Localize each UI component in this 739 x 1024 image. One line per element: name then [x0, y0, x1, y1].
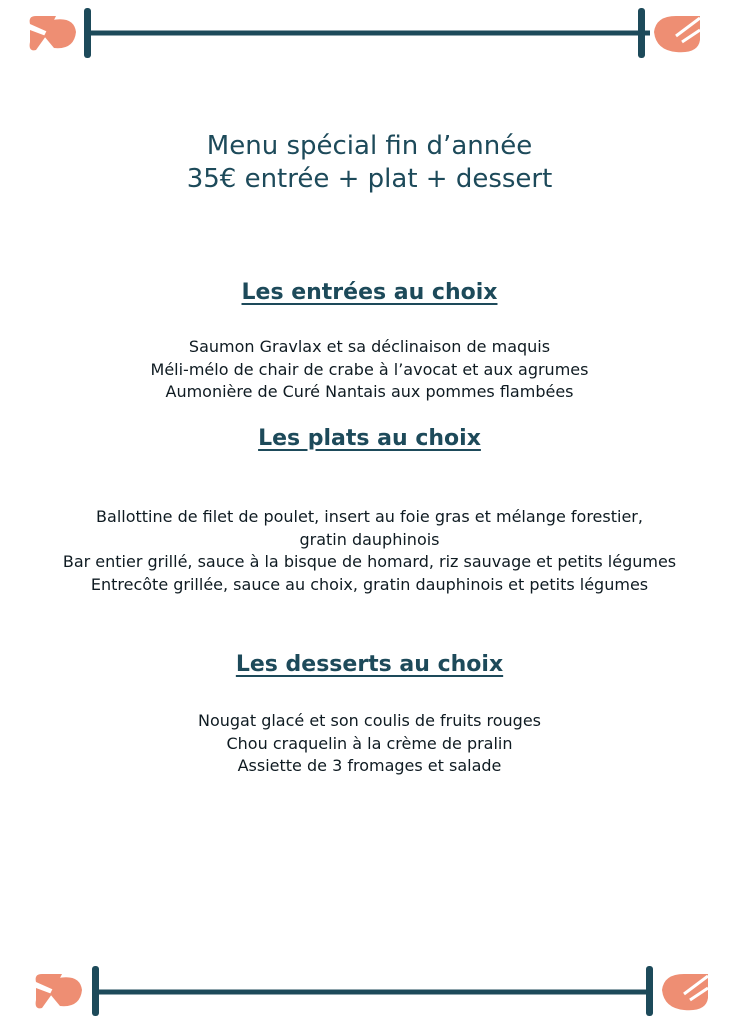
- menu-item: Aumonière de Curé Nantais aux pommes flambées: [165, 382, 574, 401]
- menu-item: Assiette de 3 fromages et salade: [237, 756, 502, 775]
- menu-item: Bar entier grillé, sauce à la bisque de homard, riz sauvage et petits légumes: [62, 552, 677, 571]
- desserts-list: [0, 710, 739, 778]
- flower-ornament-left: [36, 966, 99, 1016]
- menu-title: [0, 130, 739, 196]
- section-heading-desserts: Les desserts au choix: [235, 652, 504, 677]
- menu-price-line: 35€ entrée + plat + dessert: [186, 164, 553, 194]
- menu-title-line1: Menu spécial fin d’année: [206, 131, 533, 161]
- flower-ornament-left: [30, 8, 91, 58]
- flower-ornament-right: [646, 966, 708, 1016]
- menu-item: Méli-mélo de chair de crabe à l’avocat et aux agrumes: [150, 359, 589, 379]
- plats-list: [0, 506, 739, 596]
- entrees-list: [0, 336, 739, 404]
- menu-item: Saumon Gravlax et sa déclinaison de maquis: [188, 337, 551, 356]
- menu-item: gratin dauphinois: [299, 529, 440, 549]
- menu-item: Chou craquelin à la crème de pralin: [226, 733, 513, 753]
- menu-item: Entrecôte grillée, sauce au choix, gratin dauphinois et petits légumes: [90, 574, 649, 594]
- section-heading-plats: Les plats au choix: [258, 426, 481, 451]
- menu-item: Nougat glacé et son coulis de fruits rouges: [197, 711, 541, 730]
- bottom-ornament-border: [0, 962, 739, 1022]
- top-ornament-border: [0, 2, 739, 62]
- menu-item: Ballottine de filet de poulet, insert au foie gras et mélange forestier,: [96, 507, 643, 526]
- section-heading-entrees: Les entrées au choix: [241, 280, 498, 305]
